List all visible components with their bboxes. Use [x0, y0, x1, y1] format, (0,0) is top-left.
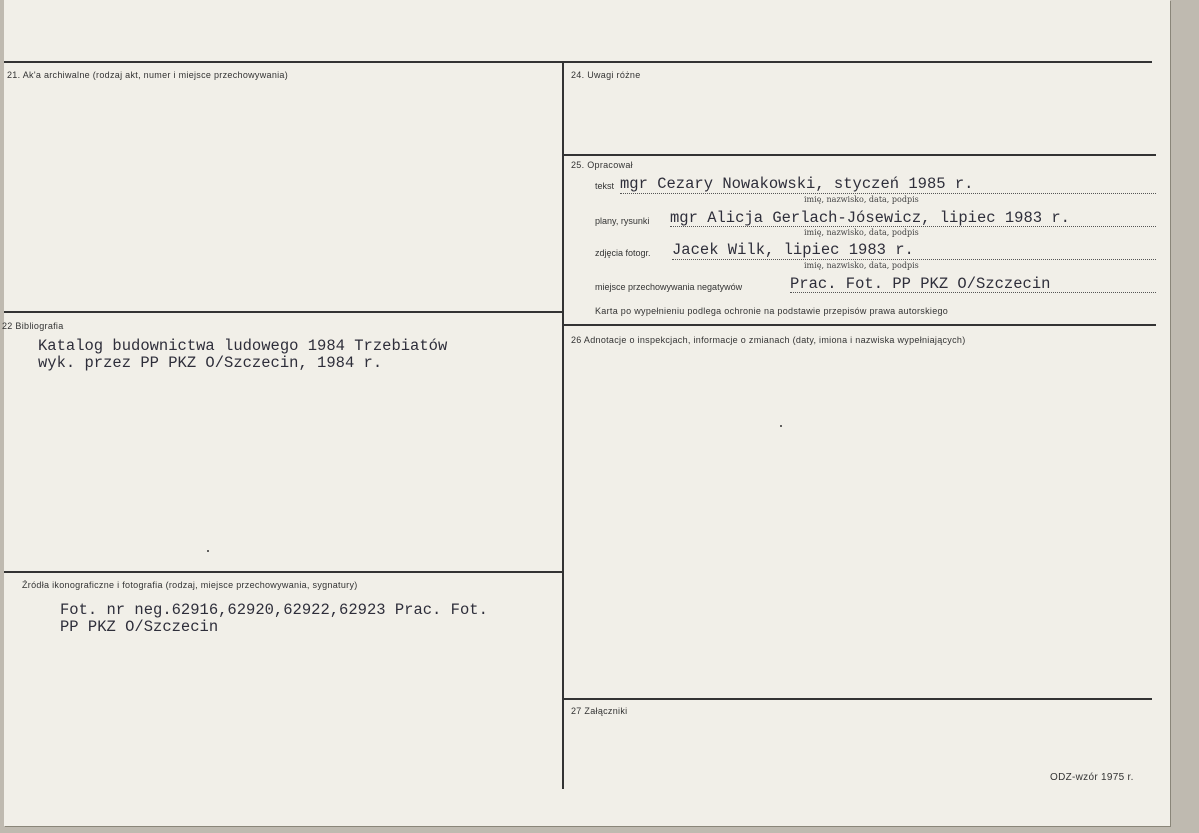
section-23-label: Źródła ikonograficzne i fotografia (rodzaj, miejsce przechowywania, sygnatury) [22, 580, 358, 590]
rule-24-25 [564, 154, 1156, 156]
section-24-label: 24. Uwagi różne [571, 70, 641, 80]
stray-mark [207, 550, 209, 552]
form-identifier: ODZ-wzór 1975 r. [1050, 772, 1134, 783]
negatywy-label: miejsce przechowywania negatywów [595, 282, 743, 292]
bibliography-line-1: Katalog budownictwa ludowego 1984 Trzebiatów [38, 337, 448, 355]
sources-line-2: PP PKZ O/Szczecin [60, 618, 219, 636]
section-25-label: 25. Opracował [571, 160, 633, 170]
copyright-note: Karta po wypełnieniu podlega ochronie na podstawie przepisów prawa autorskiego [595, 306, 949, 316]
tekst-value: mgr Cezary Nowakowski, styczeń 1985 r. [620, 175, 974, 193]
zdjecia-dotted-line [672, 259, 1156, 260]
rule-25-26 [564, 324, 1156, 326]
zdjecia-value: Jacek Wilk, lipiec 1983 r. [672, 241, 914, 259]
rule-21-22 [4, 311, 562, 313]
section-27-label: 27 Załączniki [571, 706, 628, 716]
section-26-label: 26 Adnotacje o inspekcjach, informacje o zmianach (daty, imiona i nazwiska wypełniających) [571, 335, 966, 345]
plany-sub-label: imię, nazwisko, data, podpis [804, 228, 919, 237]
sources-line-1: Fot. nr neg.62916,62920,62922,62923 Prac. Fot. [60, 601, 488, 619]
plany-dotted-line [670, 226, 1156, 227]
plany-label: plany, rysunki [595, 216, 650, 226]
plany-value: mgr Alicja Gerlach-Jósewicz, lipiec 1983 r. [670, 209, 1070, 227]
bibliography-line-2: wyk. przez PP PKZ O/Szczecin, 1984 r. [38, 354, 383, 372]
zdjecia-sub-label: imię, nazwisko, data, podpis [804, 261, 919, 270]
tekst-label: tekst [595, 181, 615, 191]
stray-mark-2 [780, 425, 782, 427]
negatywy-value: Prac. Fot. PP PKZ O/Szczecin [790, 275, 1051, 293]
tekst-sub-label: imię, nazwisko, data, podpis [804, 195, 919, 204]
record-card [4, 0, 1170, 826]
section-22-label: 22 Bibliografia [2, 321, 64, 331]
rule-26-27 [564, 698, 1152, 700]
zdjecia-label: zdjęcia fotogr. [595, 248, 651, 258]
negatywy-dotted-line [790, 292, 1156, 293]
rule-22-23 [4, 571, 562, 573]
top-rule [4, 61, 1152, 63]
center-divider [562, 61, 564, 789]
tekst-dotted-line [620, 193, 1156, 194]
section-21-label: 21. Ak'a archiwalne (rodzaj akt, numer i miejsce przechowywania) [7, 70, 289, 80]
